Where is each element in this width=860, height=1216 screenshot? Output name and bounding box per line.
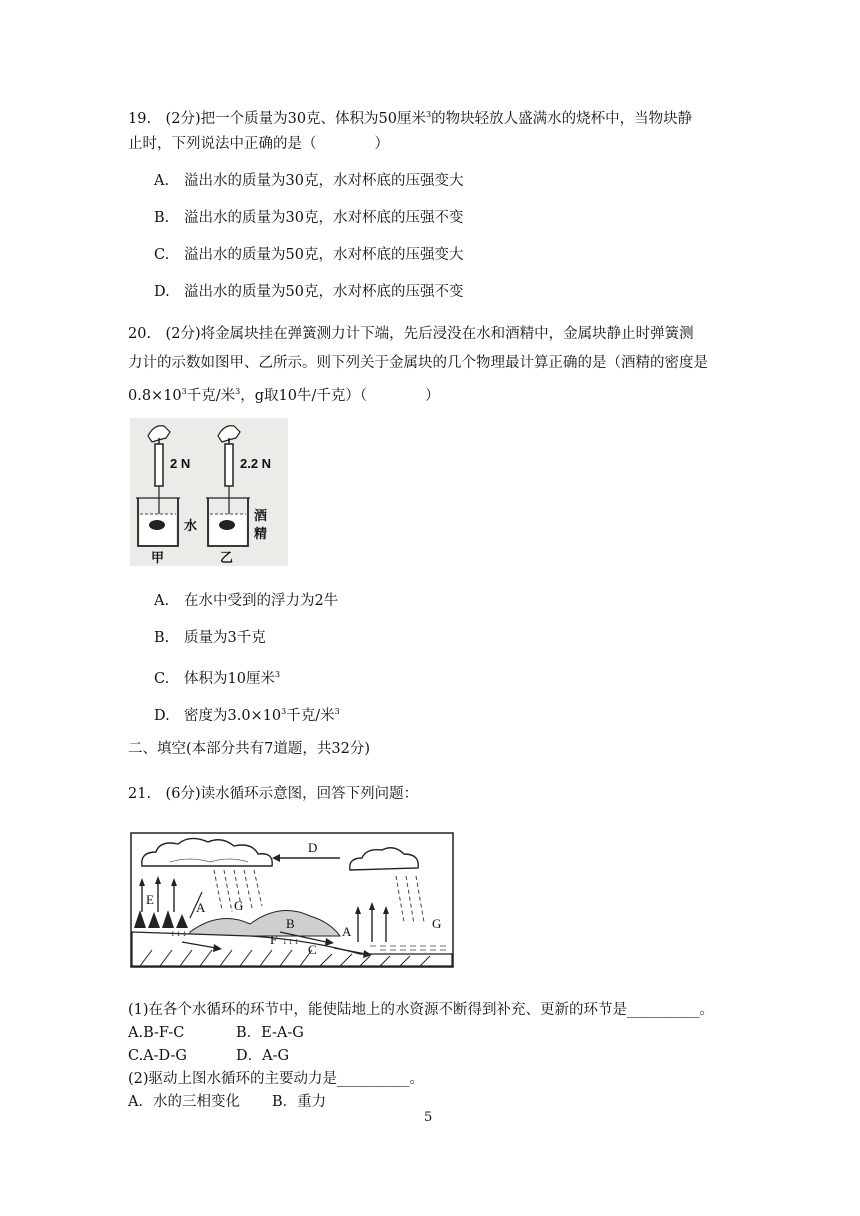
metal-block-left (149, 520, 165, 530)
q19-line2: 止时，下列说法中正确的是（ ） (128, 136, 389, 152)
right-liquid-label-2: 精 (254, 527, 268, 542)
q19-option-d: D. 溢出水的质量为50克，水对杯底的压强不变 (154, 284, 464, 300)
spring-scale-left (155, 444, 163, 486)
label-c: C (308, 942, 317, 957)
right-caption: 乙 (220, 551, 234, 566)
label-b: B (286, 916, 295, 931)
q21-sub2: (2)驱动上图水循环的主要动力是__________。 (128, 1071, 425, 1087)
q19-option-b: B. 溢出水的质量为30克，水对杯底的压强不变 (154, 210, 464, 226)
q20-line2: 力计的示数如图甲、乙所示。则下列关于金属块的几个物理最计算正确的是（酒精的密度是 (128, 355, 708, 371)
spring-scale-right (225, 444, 233, 486)
right-reading: 2.2 N (240, 456, 272, 471)
section-heading: 二、填空(本部分共有7道题，共32分) (128, 741, 370, 757)
label-f: F (270, 932, 278, 947)
q21-sub1-opts-row2: C.A-D-G D．A-G (128, 1048, 290, 1064)
left-liquid-label: 水 (184, 519, 198, 534)
metal-block-right (219, 520, 235, 530)
label-a-left: A (196, 900, 206, 915)
q20-option-b: B. 质量为3千克 (154, 630, 266, 646)
label-d: D (308, 840, 318, 855)
label-a-right: A (342, 924, 352, 939)
q21-sub1-opts-row1: A.B-F-C B．E-A-G (128, 1025, 304, 1041)
spring-balance-figure (130, 418, 288, 566)
q21-sub2-opts: A．水的三相变化 B．重力 (128, 1094, 327, 1110)
svg-text:↓↓↓: ↓↓↓ (282, 938, 300, 946)
left-reading: 2 N (170, 456, 191, 471)
q19-option-a: A. 溢出水的质量为30克，水对杯底的压强变大 (154, 173, 464, 189)
page-number: 5 (424, 1110, 433, 1125)
q21-line1: 21. (6分)读水循环示意图，回答下列问题： (128, 786, 419, 802)
q20-option-d: D. 密度为$3.0\times 10^3$千克/米$^3$ (154, 707, 340, 724)
water-cycle-figure (130, 832, 454, 968)
q21-sub1: (1)在各个水循环的环节中，能使陆地上的水资源不断得到补充、更新的环节是__________。 (128, 1002, 715, 1018)
label-g-right: G (432, 916, 442, 931)
q19-line1: 19. (2分)把一个质量为30克、体积为50厘米$^3$的物块轻放人盛满水的烧杯中，当物块静 (128, 110, 693, 127)
right-liquid-label-1: 酒 (254, 509, 268, 524)
q20-line3: $0.8\times 10^3$千克/米$^3$，g取10牛/千克）（ ） (128, 387, 440, 404)
q20-option-a: A. 在水中受到的浮力为2牛 (154, 593, 339, 609)
left-caption: 甲 (151, 551, 165, 566)
svg-text:↓↓↓: ↓↓↓ (170, 930, 188, 938)
q19-option-c: C. 溢出水的质量为50克，水对杯底的压强变大 (154, 247, 464, 263)
q20-option-c: C. 体积为10厘米$^3$ (154, 670, 281, 687)
q20-line1: 20. (2分)将金属块挂在弹簧测力计下端，先后浸没在水和酒精中，金属块静止时弹簧测 (128, 326, 694, 342)
label-g-left: G (234, 898, 244, 913)
label-e: E (146, 892, 154, 907)
